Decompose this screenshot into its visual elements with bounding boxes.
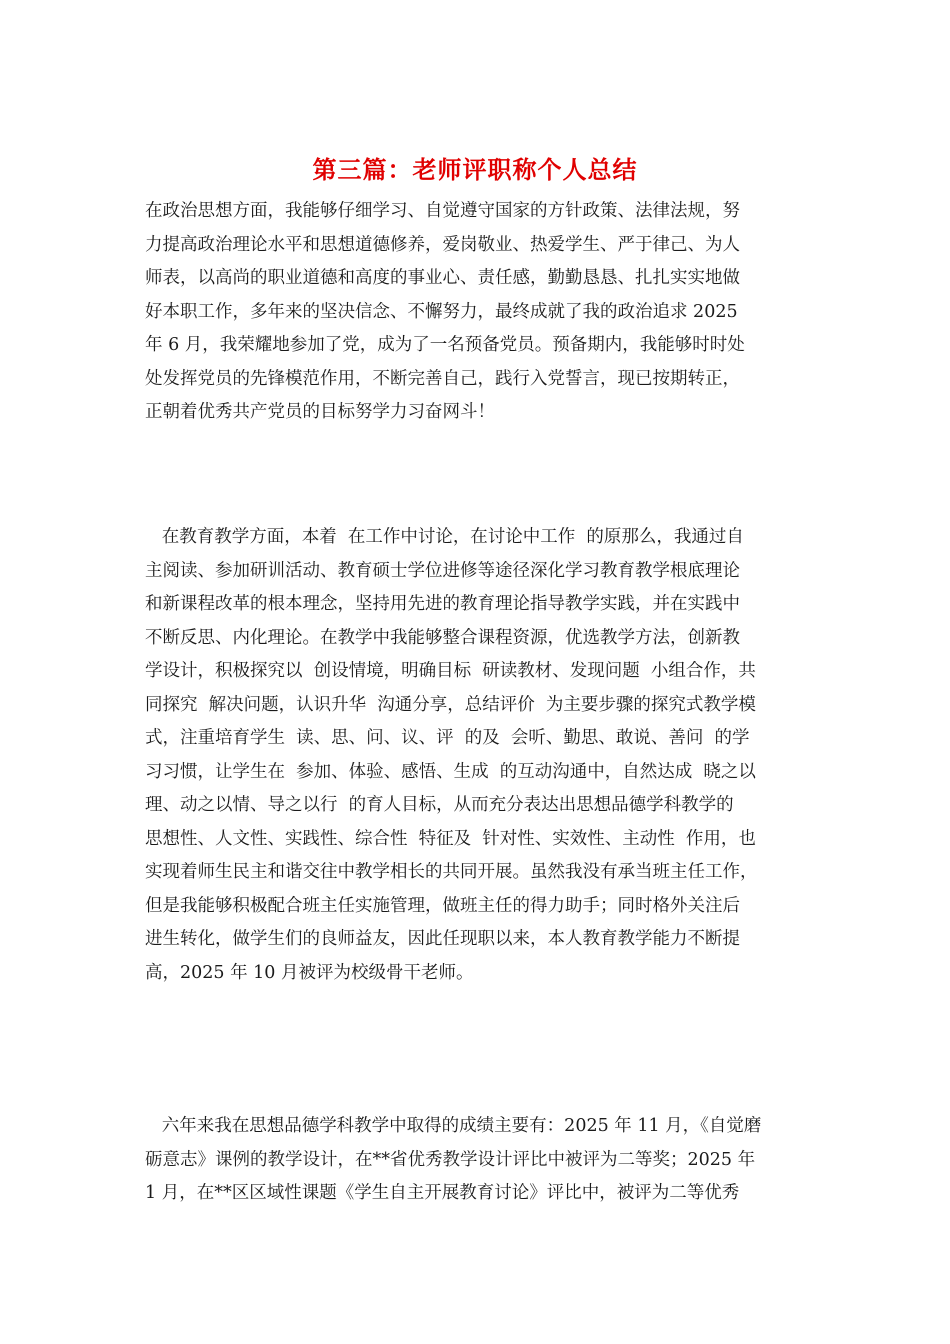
text-line: 年 6 月，我荣耀地参加了党，成为了一名预备党员。预备期内，我能够时时处 bbox=[145, 335, 745, 355]
text-line: 但是我能够积极配合班主任实施管理，做班主任的得力助手；同时格外关注后 bbox=[145, 895, 740, 916]
text-line: 学设计，积极探究以 创设情境，明确目标 研读教材、发现问题 小组合作，共 bbox=[145, 661, 756, 681]
text-line: 习习惯，让学生在 参加、体验、感悟、生成 的互动沟通中，自然达成 晓之以 bbox=[145, 761, 756, 782]
text-line: 同探究 解决问题，认识升华 沟通分享，总结评价 为主要步骤的探究式教学模 bbox=[145, 694, 756, 715]
text-line: 和新课程改革的根本理念，坚持用先进的教育理论指导教学实践，并在实践中 bbox=[145, 594, 740, 614]
document-title: 第三篇：老师评职称个人总结 bbox=[312, 155, 638, 184]
text-line: 式，注重培育学生 读、思、问、议、评 的及 会听、勤思、敢说、善问 的学 bbox=[145, 728, 750, 748]
text-line: 1 月，在**区区域性课题《学生自主开展教育讨论》评比中，被评为二等优秀 bbox=[145, 1183, 740, 1203]
text-line: 六年来我在思想品德学科教学中取得的成绩主要有：2025 年 11 月，《自觉磨 bbox=[145, 1116, 762, 1136]
text-line: 在教育教学方面，本着 在工作中讨论，在讨论中工作 的原那么，我通过自 bbox=[145, 527, 744, 547]
text-line: 正朝着优秀共产党员的目标努学力习奋网斗！ bbox=[145, 402, 495, 422]
text-line: 砺意志》课例的教学设计，在**省优秀教学设计评比中被评为二等奖；2025 年 bbox=[145, 1149, 756, 1170]
text-line: 理、动之以情、导之以行 的育人目标，从而充分表达出思想品德学科教学的 bbox=[145, 795, 734, 815]
text-line: 师表，以高尚的职业道德和高度的事业心、责任感，勤勤恳恳、扎扎实实地做 bbox=[145, 268, 740, 288]
paragraph-achievements bbox=[145, 1110, 805, 1211]
text-line: 力提高政治理论水平和思想道德修养，爱岗敬业、热爱学生、严于律己、为人 bbox=[145, 234, 740, 255]
text-line: 进生转化，做学生们的良师益友，因此任现职以来，本人教育教学能力不断提 bbox=[145, 929, 740, 949]
text-line: 主阅读、参加研训活动、教育硕士学位进修等途径深化学习教育教学根底理论 bbox=[145, 560, 740, 581]
text-line: 在政治思想方面，我能够仔细学习、自觉遵守国家的方针政策、法律法规，努 bbox=[145, 201, 740, 221]
paragraph-political bbox=[145, 195, 805, 430]
text-line: 实现着师生民主和谐交往中教学相长的共同开展。虽然我没有承当班主任工作， bbox=[145, 862, 758, 882]
text-line: 思想性、人文性、实践性、综合性 特征及 针对性、实效性、主动性 作用，也 bbox=[145, 828, 756, 849]
paragraph-teaching bbox=[145, 521, 805, 990]
text-line: 不断反思、内化理论。在教学中我能够整合课程资源，优选教学方法，创新教 bbox=[145, 627, 740, 648]
text-line: 好本职工作，多年来的坚决信念、不懈努力，最终成就了我的政治追求 2025 bbox=[145, 301, 738, 322]
text-line: 处发挥党员的先锋模范作用，不断完善自己，践行入党誓言，现已按期转正， bbox=[145, 368, 740, 389]
text-line: 高，2025 年 10 月被评为校级骨干老师。 bbox=[145, 962, 474, 983]
